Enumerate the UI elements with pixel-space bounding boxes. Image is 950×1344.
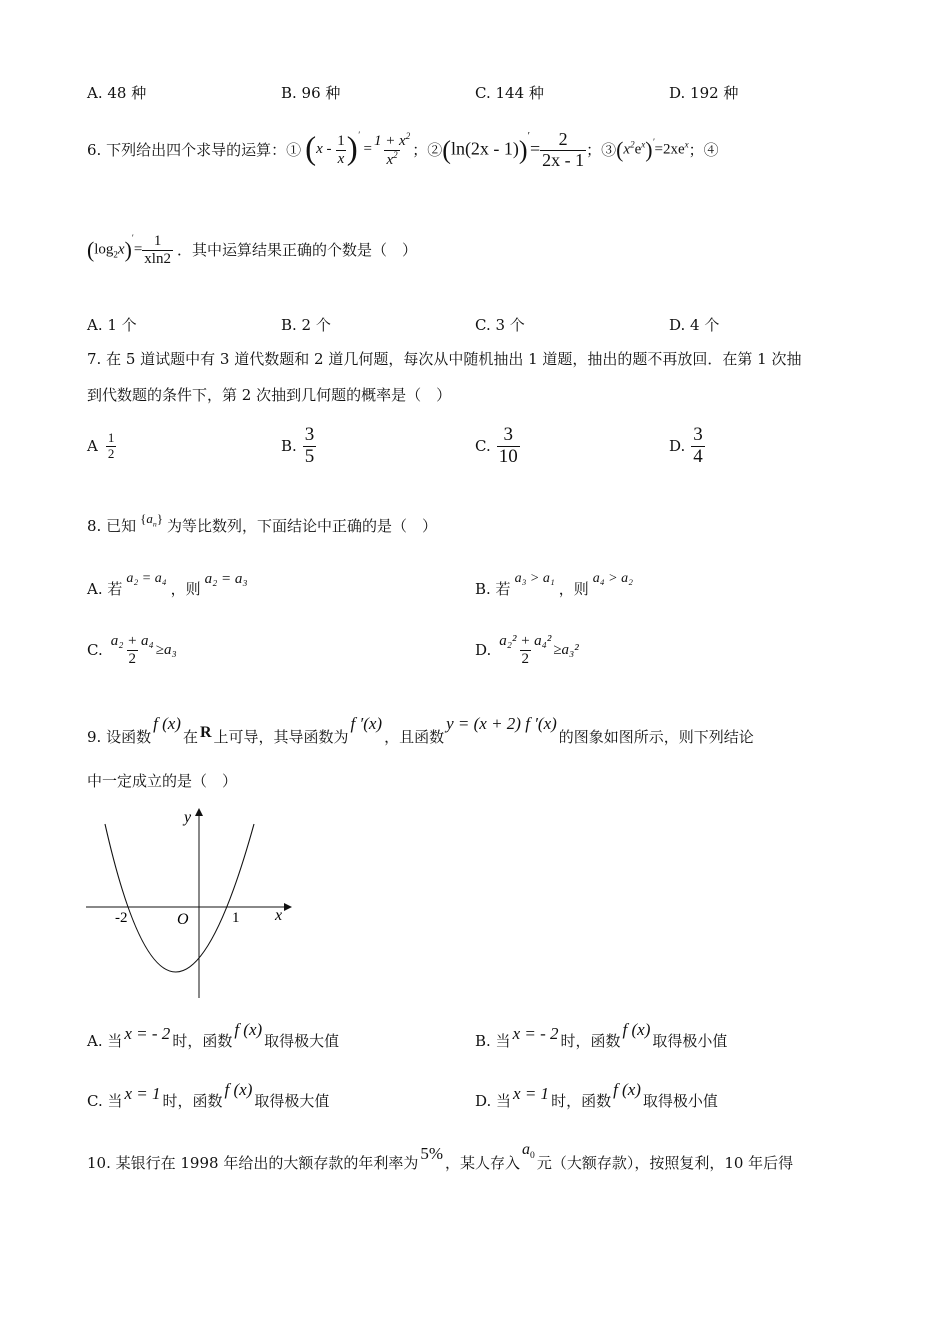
q8-option-c-num: a₂ + a₄ — [110, 633, 154, 649]
q8-stem: 8. 已知 $\{a_n\}$ 为等比数列，下面结论中正确的是（ ） — [87, 511, 438, 535]
tick-label-1: 1 — [232, 910, 240, 926]
q7-stem-line1: 7. 在 5 道试题中有 3 道代数题和 2 道几何题，每次从中随机抽出 1 道题，抽出的题不再放回．在第 1 次抽 — [87, 350, 802, 368]
q6-expr3: $(x^2e^x)'=2xe^x$ — [616, 136, 689, 162]
q6-expr4-base: 2 — [113, 249, 118, 260]
q7-option-d-den: 4 — [693, 445, 703, 467]
q9-option-d-label: D. 当 — [475, 1092, 512, 1110]
q9-option-d-cond: x = 1 — [513, 1083, 550, 1103]
q9-graph — [84, 800, 294, 1004]
q8-option-b — [475, 566, 633, 598]
q9-part4: ，且函数 — [384, 728, 445, 746]
q9-option-c-label: C. 当 — [87, 1092, 123, 1110]
q7-option-a-num: 1 — [107, 430, 115, 446]
q9-fpx: f ′(x) — [350, 713, 383, 733]
q9-part2: 在 — [182, 728, 198, 746]
q9-option-b-result: 取得极小值 — [652, 1032, 728, 1050]
q10-part2: ，某人存入 — [445, 1154, 521, 1172]
q8-stem-prefix: 8. 已知 — [87, 517, 137, 535]
q8-option-c-label: C. — [87, 641, 103, 659]
q9-option-c — [87, 1074, 329, 1110]
q9-stem — [87, 706, 754, 746]
q8-option-d-num: a₂² + a₄² — [499, 633, 552, 649]
q6-expr1-rhs-num: 1 + x — [373, 133, 406, 149]
q6-expr4-rhs-num: 1 — [153, 233, 162, 249]
q10-a0: a — [522, 1141, 531, 1159]
q9-option-c-mid: 时，函数 — [162, 1092, 223, 1110]
q6-expr1-rhs-den: x — [386, 151, 394, 168]
q7-option-c — [475, 420, 520, 472]
q7-option-d-num: 3 — [693, 423, 703, 445]
q10-part1: 10. 某银行在 1998 年给出的大额存款的年利率为 — [87, 1154, 419, 1172]
q8-option-a-result: a₂ = a₃ — [204, 571, 248, 587]
q9-option-d-result: 取得极小值 — [642, 1092, 718, 1110]
q9-option-c-result: 取得极大值 — [254, 1092, 330, 1110]
x-axis-arrow-icon — [284, 903, 292, 911]
q7-option-c-num: 3 — [503, 423, 513, 445]
q9-option-b-mid: 时，函数 — [560, 1032, 621, 1050]
q8-option-b-cond: a₃ > a₁ — [514, 571, 555, 587]
q6-option-d: D. 4 个 — [669, 316, 720, 334]
q9-option-a — [87, 1014, 339, 1050]
y-axis-label: y — [184, 809, 192, 826]
q6-tail: ．其中运算结果正确的个数是（ ） — [176, 241, 417, 259]
q7-option-c-label: C. — [475, 437, 491, 455]
q8-option-d-rhs: ≥a₃² — [553, 642, 579, 658]
q6-expr1-left: x - — [316, 141, 336, 158]
q6-option-c: C. 3 个 — [475, 316, 525, 334]
q8-option-b-result: a₄ > a₂ — [592, 571, 633, 587]
q7-option-a — [87, 420, 116, 472]
q9-option-b — [475, 1014, 727, 1050]
q7-option-a-den: 2 — [107, 445, 115, 461]
q8-option-d-den: 2 — [521, 650, 530, 667]
q6-expr1: (x - $\frac{1}{x}$ )′ = $\frac{1 + x^2}{x^2}$ — [305, 130, 411, 168]
q5-option-b: B. 96 种 — [281, 84, 341, 102]
q8-option-d-label: D. — [475, 641, 492, 659]
q9-part1: 9. 设函数 — [87, 728, 152, 746]
q7-option-b-den: 5 — [304, 445, 315, 467]
q8-option-a-cond: a₂ = a₄ — [126, 571, 167, 587]
q8-option-b-mid: ，则 — [558, 580, 589, 598]
q8-stem-suffix: 为等比数列，下面结论中正确的是（ ） — [167, 517, 438, 535]
q9-option-c-f: f (x) — [224, 1079, 253, 1099]
q9-part5: 的图象如图所示，则下列结论 — [558, 728, 754, 746]
q6-option-a: A. 1 个 — [87, 316, 137, 334]
q9-option-b-f: f (x) — [622, 1019, 651, 1039]
q9-part3: 上可导，其导函数为 — [213, 728, 349, 746]
q6-option-b: B. 2 个 — [281, 316, 331, 334]
q7-option-b — [281, 420, 316, 472]
q9-option-a-result: 取得极大值 — [264, 1032, 340, 1050]
q8-seq-sub: n — [152, 519, 157, 529]
q9-option-d-f: f (x) — [613, 1079, 641, 1099]
q6-expr4-log: log — [94, 241, 114, 258]
q9-option-a-f: f (x) — [234, 1019, 263, 1039]
q9-option-a-label: A. 当 — [87, 1032, 123, 1050]
q6-expr3-inner: x — [623, 141, 631, 158]
q6-expr1-frac-den: x — [337, 150, 345, 167]
q6-expr4: $(\log_2x)'=$ $\frac{1}{xln2}$ — [87, 233, 171, 267]
q9-option-b-cond: x = - 2 — [512, 1023, 559, 1043]
tick-label-neg2: -2 — [115, 910, 128, 926]
q6-expr1-frac-num: 1 — [337, 133, 345, 149]
q5-option-c: C. 144 种 — [475, 84, 544, 102]
q10-a0-sub: 0 — [530, 1150, 535, 1162]
q6-sep3: ；④ — [688, 141, 719, 159]
q8-seq: a — [146, 511, 153, 527]
q9-option-a-cond: x = - 2 — [124, 1023, 171, 1043]
q6-sep2: ；③ — [586, 141, 617, 159]
q6-stem — [87, 122, 719, 178]
q8-option-c-rhs: ≥a₃ — [155, 642, 177, 658]
curve — [105, 824, 254, 972]
q7-option-d-label: D. — [669, 437, 686, 455]
q6-expr2-rhs-num: 2 — [558, 128, 568, 149]
q6-stem-line2 — [87, 228, 417, 272]
q9-option-c-cond: x = 1 — [124, 1083, 161, 1103]
q8-option-c — [87, 624, 177, 676]
q9-option-a-mid: 时，函数 — [172, 1032, 233, 1050]
q5-option-a: A. 48 种 — [87, 84, 147, 102]
q7-option-c-den: 10 — [498, 445, 518, 467]
q6-expr2-rhs-den: 2x - 1 — [542, 149, 585, 170]
q6-expr3-e: e — [634, 141, 642, 158]
q8-option-a-mid: ，则 — [170, 580, 201, 598]
q8-option-a — [87, 566, 248, 598]
q10-rate: 5% — [420, 1143, 444, 1163]
origin-label: O — [177, 911, 189, 928]
q7-option-b-num: 3 — [304, 423, 315, 445]
q6-stem-prefix: 6. 下列给出四个求导的运算：① — [87, 141, 302, 159]
q9-R: R — [199, 723, 212, 741]
q9-option-b-label: B. 当 — [475, 1032, 511, 1050]
q8-option-d — [475, 624, 579, 676]
q9-option-d — [475, 1074, 718, 1110]
q6-expr3-rhs: =2xe — [654, 141, 685, 158]
q9-option-d-mid: 时，函数 — [551, 1092, 612, 1110]
q6-expr2: (ln(2x - 1))′= $\frac{2}{2x - 1}$ — [442, 128, 585, 170]
q7-option-b-label: B. — [281, 437, 297, 455]
q8-option-b-label: B. 若 — [475, 580, 511, 598]
q9-stem-line2: 中一定成立的是（ ） — [87, 772, 238, 790]
q10-part3: 元（大额存款），按照复利，10 年后得 — [536, 1154, 794, 1172]
q10-stem — [87, 1136, 793, 1172]
q6-expr4-rhs-den: xln2 — [144, 250, 171, 267]
y-axis-arrow-icon — [195, 808, 203, 816]
q5-option-d: D. 192 种 — [669, 84, 739, 102]
q6-expr2-inner: ln(2x - 1) — [450, 138, 519, 159]
q9-fx: f (x) — [153, 713, 181, 733]
q8-option-c-den: 2 — [128, 650, 136, 667]
q7-option-d — [669, 420, 705, 472]
q8-option-a-label: A. 若 — [87, 580, 123, 598]
q7-stem-line2: 到代数题的条件下，第 2 次抽到几何题的概率是（ ） — [87, 386, 452, 404]
x-axis-label: x — [275, 907, 283, 924]
q9-yexpr: y = (x + 2) f ′(x) — [446, 713, 557, 733]
q6-sep1: ；② — [412, 141, 443, 159]
q6-expr4-x: x — [117, 241, 125, 258]
q7-option-a-label: A — [87, 437, 98, 455]
